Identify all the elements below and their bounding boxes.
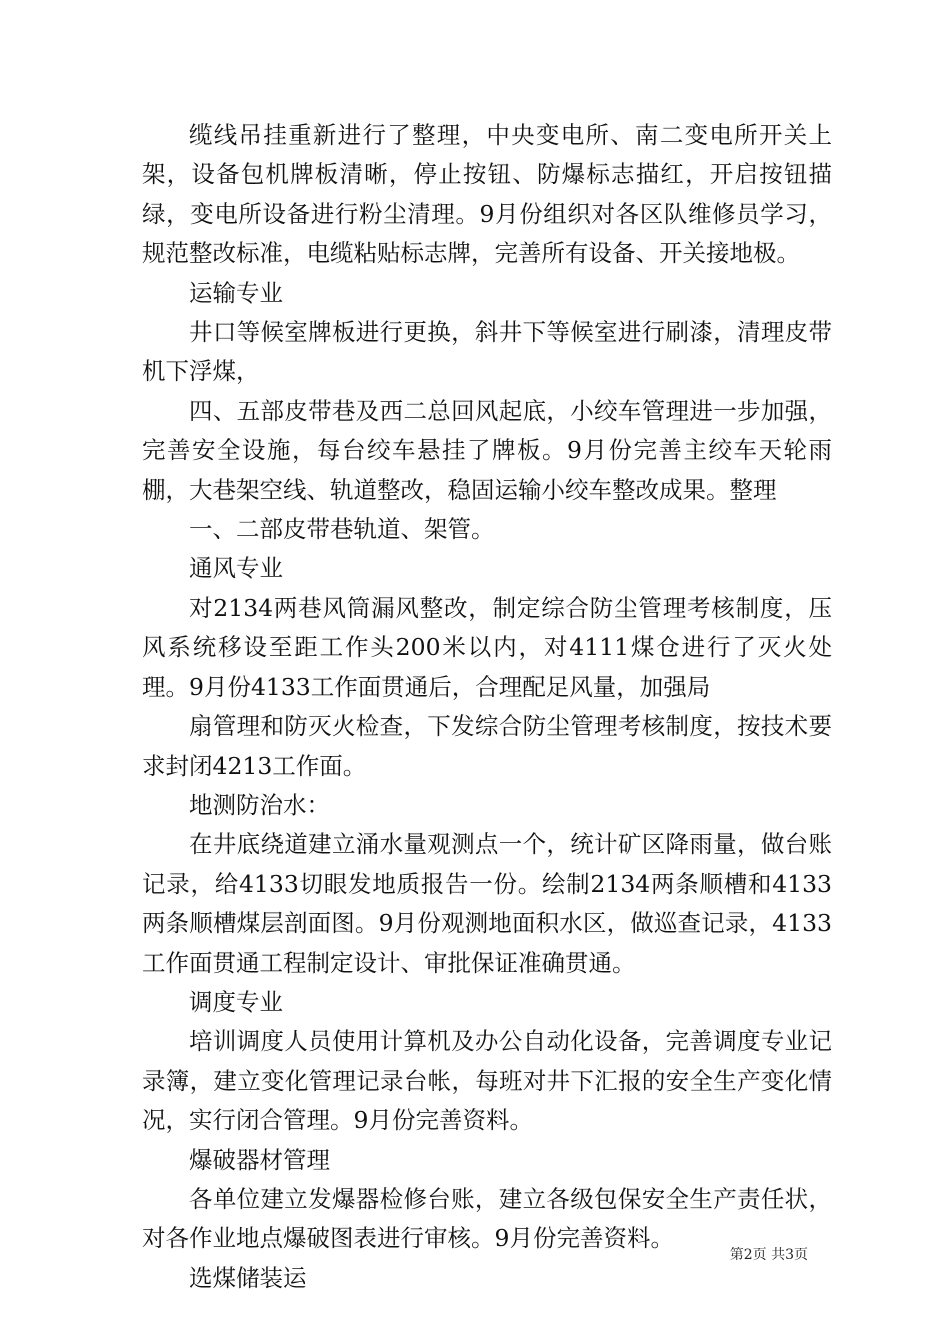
paragraph-blasting: 各单位建立发爆器检修台账，建立各级包保安全生产责任状，对各作业地点爆破图表进行审核。9月份完善资料。 — [142, 1184, 832, 1253]
document-body — [142, 116, 832, 1298]
paragraph-transport-1: 井口等候室牌板进行更换，斜井下等候室进行刷漆，清理皮带机下浮煤， — [142, 318, 832, 386]
heading-ventilation: 通风专业 — [189, 554, 283, 583]
paragraph-dispatch: 培训调度人员使用计算机及办公自动化设备，完善调度专业记录簿，建立变化管理记录台帐，每班对井下汇报的安全生产变化情况，实行闭合管理。9月份完善资料。 — [142, 1027, 832, 1135]
heading-geology-water: 地测防治水： — [189, 790, 330, 819]
heading-dispatch: 调度专业 — [189, 987, 283, 1016]
paragraph-electrical: 缆线吊挂重新进行了整理，中央变电所、南二变电所开关上架，设备包机牌板清晰，停止按钮、防爆标志描红，开启按钮描绿，变电所设备进行粉尘清理。9月份组织对各区队维修员学习，规范整改标准，电缆粘贴标志牌，完善所有设备、开关接地极。 — [142, 121, 832, 268]
paragraph-ventilation-2: 扇管理和防灭火检查，下发综合防尘管理考核制度，按技术要求封闭4213工作面。 — [142, 712, 832, 780]
heading-blasting: 爆破器材管理 — [189, 1145, 330, 1174]
paragraph-transport-3: 一、二部皮带巷轨道、架管。 — [189, 515, 495, 544]
heading-transport: 运输专业 — [189, 278, 283, 307]
paragraph-geology-water: 在井底绕道建立涌水量观测点一个，统计矿区降雨量，做台账记录，给4133切眼发地质报告一份。绘制2134两条顺槽和4133两条顺槽煤层剖面图。9月份观测地面积水区，做巡查记录，4133工作面贯通工程制定设计、审批保证准确贯通。 — [142, 830, 832, 977]
paragraph-transport-2: 四、五部皮带巷及西二总回风起底，小绞车管理进一步加强，完善安全设施，每台绞车悬挂了牌板。9月份完善主绞车天轮雨棚，大巷架空线、轨道整改，稳固运输小绞车整改成果。整理 — [142, 396, 832, 504]
heading-coal-prep: 选煤储装运 — [189, 1263, 307, 1292]
paragraph-ventilation-1: 对2134两巷风筒漏风整改，制定综合防尘管理考核制度，压风系统移设至距工作头200米以内，对4111煤仓进行了灭火处理。9月份4133工作面贯通后，合理配足风量，加强局 — [142, 593, 832, 701]
page-footer: 第2页 共3页 — [729, 1247, 808, 1263]
